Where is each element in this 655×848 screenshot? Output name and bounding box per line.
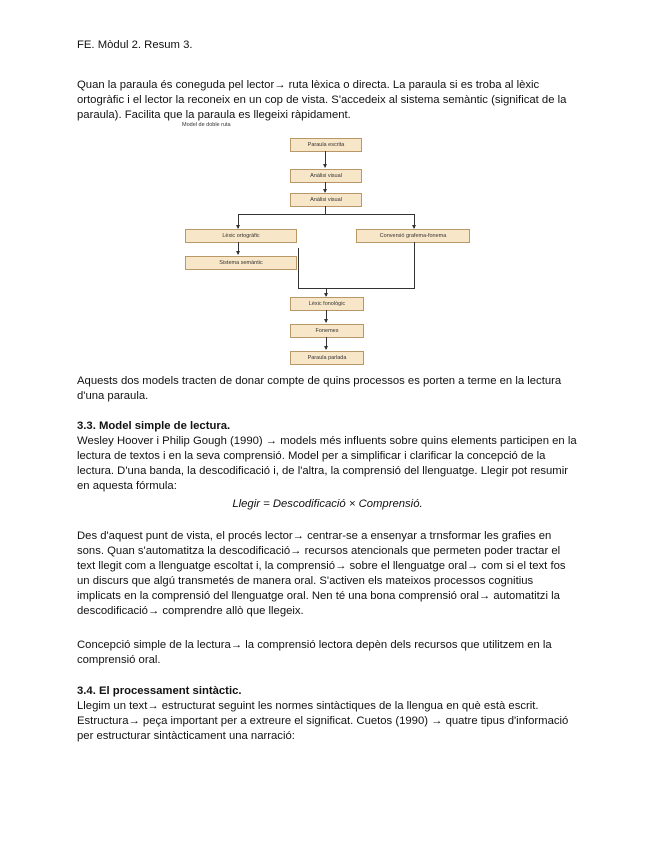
arrow-down-icon xyxy=(236,251,240,255)
box-grapheme-phoneme-conversion: Conversió grafema-fonema xyxy=(356,229,470,243)
box-semantic-system: Sistema semàntic xyxy=(185,256,297,270)
box-visual-analysis-1: Anàlisi visual xyxy=(290,169,362,183)
reading-formula: Llegir = Descodificació × Comprensió. xyxy=(232,498,423,510)
connector-line xyxy=(325,206,326,214)
connector-line xyxy=(238,214,414,215)
page-header: FE. Mòdul 2. Resum 3. xyxy=(77,39,193,51)
section-heading-3-3: 3.3. Model simple de lectura. xyxy=(77,420,231,432)
box-phonological-lexicon: Lèxic fonològic xyxy=(290,297,364,311)
dual-route-diagram xyxy=(180,122,460,372)
paragraph-simple-model: Wesley Hoover i Philip Gough (1990) → models més influents sobre quins elements participen en la lectura de textos i en la seva comprensió. Model per a simplificar i clarificar la concepció de la lectura. D'una banda, la descodificació i, de l'altra, la comprensió del llenguatge. Llegir pot resumir en aquesta fórmula: xyxy=(77,435,577,492)
connector-line xyxy=(414,242,415,288)
section-heading-3-4: 3.4. El processament sintàctic. xyxy=(77,685,242,697)
paragraph-models-summary: Aquests dos models tracten de donar compte de quins processos es porten a terme en la lectura d'una paraula. xyxy=(77,375,562,402)
arrow-down-icon xyxy=(323,164,327,168)
paragraph-simple-conception: Concepció simple de la lectura→ la comprensió lectora depèn dels recursos que utilitzem en la comprensió oral. xyxy=(77,639,552,666)
diagram-title: Model de doble ruta xyxy=(182,122,231,128)
arrow-down-icon xyxy=(324,319,328,323)
box-phonemes: Fonemes xyxy=(290,324,364,338)
box-written-word: Paraula escrita xyxy=(290,138,362,152)
connector-line xyxy=(326,288,415,289)
connector-line xyxy=(298,288,326,289)
box-spoken-word: Paraula parlada xyxy=(290,351,364,365)
arrow-down-icon xyxy=(324,346,328,350)
box-orthographic-lexicon: Lèxic ortogràfic xyxy=(185,229,297,243)
box-visual-analysis-2: Anàlisi visual xyxy=(290,193,362,207)
paragraph-decoding: Des d'aquest punt de vista, el procés lector→ centrar-se a ensenyar a trnsformar les grafies en sons. Quan s'automatitza la descodificació→ recursos atencionals que permeten poder tractar el text llegit com a llenguatge escoltat i, la comprensió→ sobre el llenguatge oral→ com si el text fos un discurs que algú transmetés de manera oral. S'activen els mateixos processos cognitius implicats en la comprensió del llenguatge oral. Nen té una bona comprensió oral→ automatitzi la descodificació→ comprendre allò que llegeix. xyxy=(77,530,566,617)
connector-line xyxy=(298,248,299,288)
paragraph-lexical-route: Quan la paraula és coneguda pel lector→ ruta lèxica o directa. La paraula si es troba al lèxic ortogràfic i el lector la reconeix en un cop de vista. S'accedeix al sistema semàntic (significat de la paraula). Facilita que la paraula es llegeixi ràpidament. xyxy=(77,79,567,121)
paragraph-syntactic-processing: Llegim un text→ estructurat seguint les normes sintàctiques de la llengua en què està escrit. Estructura→ peça important per a extreure el significat. Cuetos (1990) → quatre tipus d'informació per estructurar sintàcticament una narració: xyxy=(77,700,569,742)
